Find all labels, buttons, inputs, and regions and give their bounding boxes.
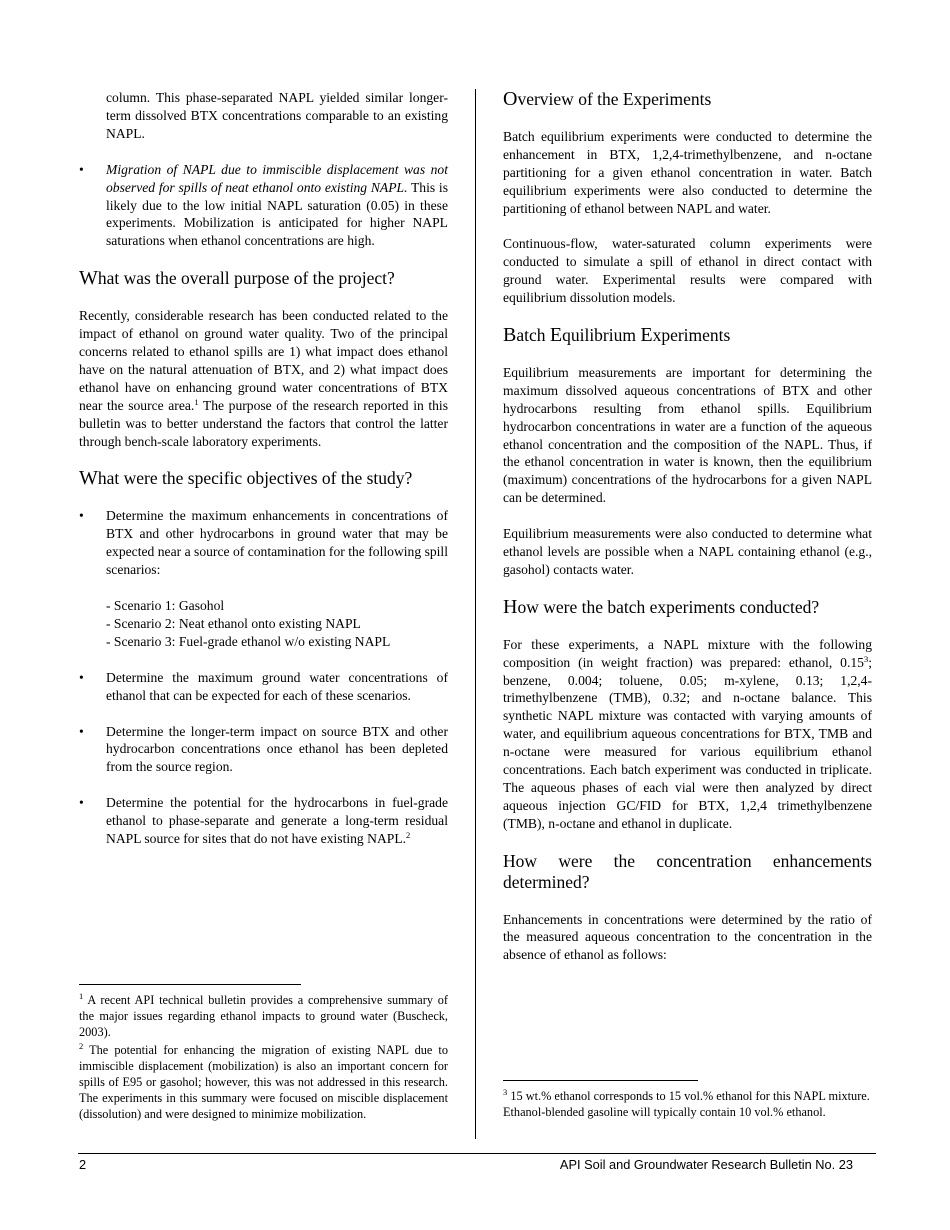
objective-item: • Determine the maximum enhancements in concentrations of BTX and other hydrocarbons in ground water that may be expected near a source of contamination for the following spill scenarios: - Scenario 1: Gasohol - Scenario 2: Neat ethanol onto existing NAPL - Scenario 3: Fuel-grade ethanol w/o existing NAPL (79, 507, 448, 650)
heading-purpose: What was the overall purpose of the project? (79, 267, 395, 290)
footnote-ref-2: 2 (406, 830, 411, 841)
right-footnotes (503, 1080, 872, 1121)
scenario-item: - Scenario 3: Fuel-grade ethanol w/o existing NAPL (106, 633, 391, 649)
migration-bullet-list (79, 161, 448, 251)
left-column (79, 89, 449, 1122)
footnote-2: $^2$ The potential for enhancing the migration of existing NAPL due to immiscible displacement (mobilization) is also an important concern for spills of E95 or gasohol; however, this was not addressed in this research. The experiments in this summary were focused on miscible displacement (dissolution) and were designed to minimize mobilization. (79, 1040, 448, 1122)
page-number: 2 (79, 1157, 87, 1172)
footer-rule (78, 1153, 876, 1154)
purpose-paragraph: Recently, considerable research has been conducted related to the impact of ethanol on ground water quality. Two of the principal concerns related to ethanol spills are 1) what impact does ethanol have on the natural attenuation of BTX, and 2) what impact does ethanol have on enhancing ground water concentrations of BTX near the source area.$^1$ The purpose of the research reported in this bulletin was to better understand the factors that control the latter through bench-scale laboratory experiments. (79, 308, 449, 449)
migration-text: This is likely due to the low initial NAPL saturation (0.05) in these experiments. Mobilization is anticipated for higher NAPL saturations when ethanol concentrations are high. (106, 179, 448, 249)
continued-paragraph: column. This phase-separated NAPL yielded similar longer-term dissolved BTX concentrations comparable to an existing NAPL. (106, 90, 448, 141)
batch-paragraph-1: Equilibrium measurements are important for determining the maximum dissolved aqueous concentrations of BTX and other hydrocarbons resulting from ethanol spills. Equilibrium hydrocarbon concentrations in water are a function of the aqueous ethanol concentration and the composition of the NAPL. Thus, if the ethanol concentration in water is known, then the equilibrium (maximum) concentrations of the hydrocarbons for a given NAPL can be determined. (503, 364, 872, 506)
heading-objectives: What were the specific objectives of the study? (79, 467, 413, 490)
footnote-rule (79, 984, 301, 985)
column-divider (475, 89, 476, 1139)
batch-method-paragraph: For these experiments, a NAPL mixture with the following composition (in weight fraction) was prepared: ethanol, 0.15$^3$; benzene, 0.004; toluene, 0.05; m-xylene, 0.13; 1,2,4-trimethylbenzene (TMB), 0.32; and n-octane balance. This synthetic NAPL mixture was contacted with varying amounts of water, and equilibrium aqueous concentrations for BTX, TMB and n-octane were measured for various equilibrium ethanol concentrations. Each batch experiment was conducted in triplicate. The aqueous phases of each vial were then analyzed by direct aqueous injection GC/FID for BTX, 1,2,4 trimethylbenzene (TMB), n-octane and ethanol in duplicate. (503, 636, 872, 831)
left-footnotes (79, 984, 448, 1124)
objective-item: • Determine the potential for the hydrocarbons in fuel-grade ethanol to phase-separate and generate a long-term residual NAPL source for sites that do not have existing NAPL.$^2$ (79, 794, 448, 848)
footnote-1: $^1$ A recent API technical bulletin provides a comprehensive summary of the major issues regarding ethanol impacts to ground water (Buscheck, 2003). (79, 991, 448, 1040)
heading-batch-conducted: How were the batch experiments conducted? (503, 595, 820, 618)
right-column (503, 88, 872, 1120)
footnote-ref-3: 3 (863, 653, 869, 664)
footnote-3: $^3$ 15 wt.% ethanol corresponds to 15 vol.% ethanol for this NAPL mixture. Ethanol-blended gasoline will typically contain 10 vol.% ethanol. (503, 1087, 870, 1120)
overview-paragraph-2: Continuous-flow, water-saturated column experiments were conducted to simulate a spill of ethanol in direct contact with ground water. Experimental results were compared with equilibrium dissolution models. (503, 236, 872, 306)
objective-item: • Determine the longer-term impact on source BTX and other hydrocarbon concentrations once ethanol has been depleted from the source region. (79, 723, 448, 777)
bulletin-title: API Soil and Groundwater Research Bulletin No. 23 (559, 1157, 853, 1172)
objective-item: • Determine the maximum ground water concentrations of ethanol that can be expected for each of these scenarios. (79, 669, 448, 705)
objectives-list (79, 507, 448, 848)
scenario-list (106, 597, 448, 651)
heading-batch-equilibrium: Batch Equilibrium Experiments (503, 323, 731, 346)
scenario-item: - Scenario 1: Gasohol (106, 598, 225, 614)
migration-bullet (79, 161, 448, 251)
footnote-rule (503, 1080, 698, 1081)
enhancements-paragraph: Enhancements in concentrations were determined by the ratio of the measured aqueous concentration to the concentration in the absence of ethanol as follows: (503, 911, 872, 963)
batch-paragraph-2: Equilibrium measurements were also conducted to determine what ethanol levels are possible when a NAPL containing ethanol (e.g., gasohol) contacts water. (503, 526, 872, 577)
scenario-item: - Scenario 2: Neat ethanol onto existing NAPL (106, 615, 361, 631)
heading-overview: Overview of the Experiments (503, 88, 712, 110)
heading-enhancements: How were the concentration enhancements determined? (503, 850, 872, 892)
footnote-ref-1: 1 (194, 396, 199, 407)
migration-italic-text: Migration of NAPL due to immiscible displacement was not observed for spills of neat ethanol onto existing NAPL. (106, 161, 448, 195)
overview-paragraph-1: Batch equilibrium experiments were conducted to determine the enhancement in BTX, 1,2,4-trimethylbenzene, and n-octane partitioning for a given ethanol concentration in water. Batch equilibrium experiments were also conducted to determine the partitioning of ethanol between NAPL and water. (503, 129, 872, 216)
